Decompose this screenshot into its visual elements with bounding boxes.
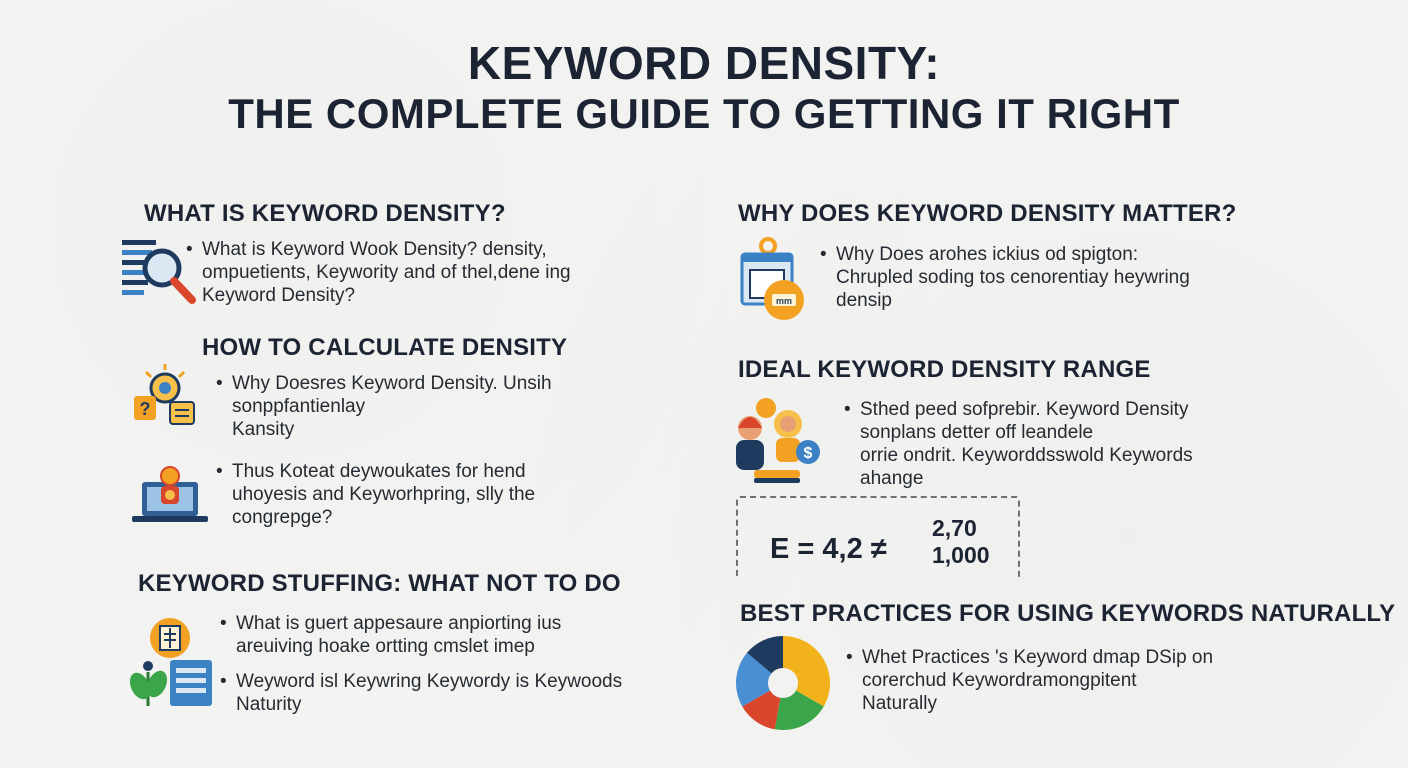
lightbulb-question-icon — [132, 362, 198, 428]
laptop-user-icon — [130, 462, 210, 524]
what-is-line-1: • What is Keyword Wook Density? density, — [202, 238, 571, 261]
what-is-line-3: Keyword Density? — [202, 285, 356, 306]
svg-text:?: ? — [139, 399, 151, 419]
stuffing-1-line-1: • What is guert appesaure anpiorting ius — [236, 612, 561, 635]
why-matter-text — [836, 243, 1190, 312]
ideal-range-line-3: orrie ondrit. Keyworddsswold Keywords — [860, 445, 1193, 466]
how-calc-2-line-2: uhoyesis and Keyworhpring, slly the — [232, 484, 536, 505]
what-is-text — [202, 238, 571, 307]
heading-why-matter: WHY DOES KEYWORD DENSITY MATTER? — [738, 200, 1237, 227]
how-calc-2-line-1: • Thus Koteat deywoukates for hend — [232, 460, 535, 483]
heading-best-practices: BEST PRACTICES FOR USING KEYWORDS NATURALLY — [740, 600, 1396, 627]
how-calc-1-line-2: sonppfantienlay — [232, 396, 366, 417]
heading-what-is: WHAT IS KEYWORD DENSITY? — [144, 200, 506, 227]
svg-text:$: $ — [803, 445, 813, 462]
what-is-line-2: ompuetients, Keywority and of thel,dene ing — [202, 262, 571, 283]
formula-fraction — [932, 515, 990, 569]
ideal-range-line-2: sonplans detter off leandele — [860, 422, 1094, 443]
svg-text:mm: mm — [775, 296, 793, 306]
formula-numerator: 2,70 — [932, 515, 977, 541]
heading-how-to-calculate: HOW TO CALCULATE DENSITY — [202, 334, 568, 361]
heading-ideal-range: IDEAL KEYWORD DENSITY RANGE — [738, 356, 1151, 383]
plant-clipboard-icon — [130, 616, 216, 708]
heading-keyword-stuffing: KEYWORD STUFFING: WHAT NOT TO DO — [138, 570, 621, 597]
page-title-line-2: THE COMPLETE GUIDE TO GETTING IT RIGHT — [228, 90, 1180, 137]
best-practices-text — [862, 646, 1213, 715]
why-matter-line-2: Chrupled soding tos cenorentiay heywring — [836, 267, 1190, 288]
people-dollar-icon — [732, 394, 824, 486]
how-calc-1-line-1: • Why Doesres Keyword Density. Unsih — [232, 372, 552, 395]
how-calc-2-line-3: congrepge? — [232, 507, 333, 528]
best-practices-line-3: Naturally — [862, 693, 937, 714]
why-matter-line-3: densip — [836, 290, 892, 311]
ideal-range-text — [860, 398, 1193, 490]
browser-key-icon — [740, 236, 810, 324]
stuffing-2-line-2: Naturity — [236, 694, 302, 715]
formula-denominator: 1,000 — [932, 542, 990, 568]
ideal-range-line-1: • Sthed peed sofprebir. Keyword Density — [860, 398, 1193, 421]
how-calc-1-line-3: Kansity — [232, 419, 295, 440]
formula-lhs: E = 4,2 ≠ — [770, 533, 887, 565]
stuffing-text-2 — [236, 670, 622, 716]
how-calc-text-1 — [232, 372, 552, 441]
stuffing-text-1 — [236, 612, 561, 658]
how-calc-text-2 — [232, 460, 535, 529]
best-practices-line-2: corerchud Keywordramongpitent — [862, 670, 1137, 691]
donut-chart-icon — [734, 634, 832, 732]
stuffing-2-line-1: • Weyword isl Keywring Keywordy is Keywoods — [236, 670, 622, 693]
page-title-line-1: KEYWORD DENSITY: — [467, 37, 941, 89]
best-practices-line-1: • Whet Practices 's Keyword dmap DSip on — [862, 646, 1213, 669]
stuffing-1-line-2: areuiving hoake ortting cmslet imep — [236, 636, 535, 657]
why-matter-line-1: • Why Does arohes ickius od spigton: — [836, 243, 1190, 266]
ideal-range-line-4: ahange — [860, 468, 924, 489]
